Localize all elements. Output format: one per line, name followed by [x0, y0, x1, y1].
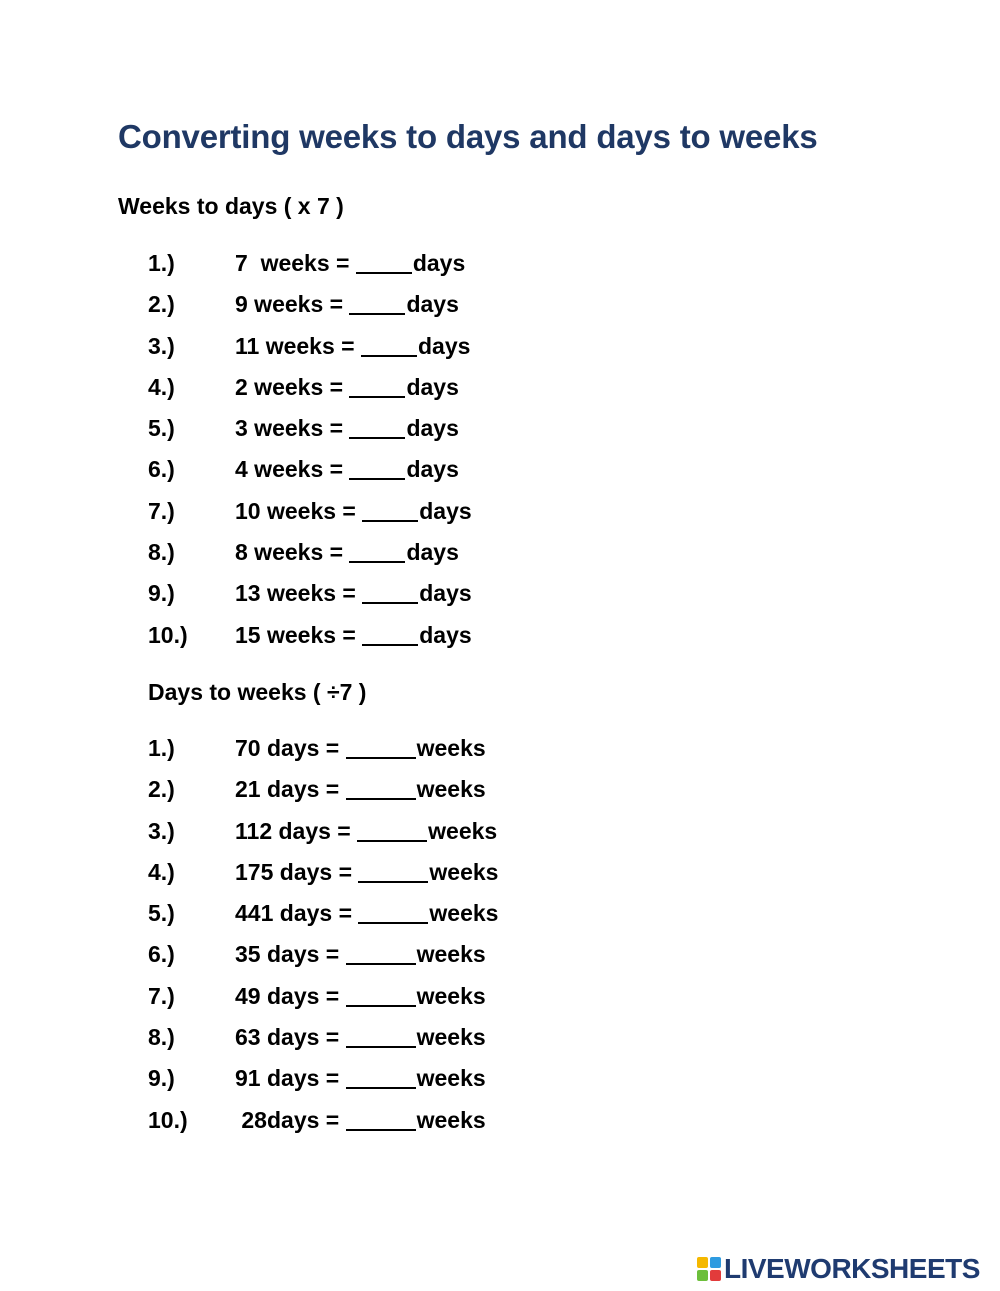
- answer-blank[interactable]: [362, 580, 418, 604]
- problem-expression: 7 weeks =: [235, 250, 356, 276]
- problem-number: 1.): [148, 250, 175, 276]
- answer-blank[interactable]: [349, 291, 405, 315]
- problem-row: [148, 250, 472, 291]
- problem-unit: days: [417, 332, 471, 359]
- answer-blank[interactable]: [346, 735, 416, 759]
- problem-expression: 3 weeks =: [235, 415, 350, 442]
- problem-unit: days: [419, 580, 472, 607]
- brand-name: LIVEWORKSHEETS: [724, 1253, 980, 1284]
- problem-expression: 8 weeks =: [235, 539, 350, 566]
- problem-expression: 112 days =: [235, 817, 358, 844]
- problem-row: [148, 580, 472, 621]
- problem-number: 10.): [148, 621, 188, 648]
- problem-row: [148, 374, 472, 415]
- problem-row: [148, 1065, 498, 1106]
- problem-unit: weeks: [416, 1024, 486, 1051]
- problem-row: [148, 735, 498, 776]
- problem-expression: 2 weeks =: [235, 373, 350, 400]
- problem-row: [148, 333, 472, 374]
- problem-expression: 49 days =: [235, 982, 346, 1009]
- answer-blank[interactable]: [358, 859, 428, 883]
- problem-expression: 4 weeks =: [235, 456, 350, 483]
- problem-unit: days: [406, 291, 459, 318]
- problem-row: [148, 983, 498, 1024]
- answer-blank[interactable]: [349, 374, 405, 398]
- problem-expression: 441 days =: [235, 900, 359, 927]
- problem-row: [148, 1107, 498, 1148]
- answer-blank[interactable]: [346, 1065, 416, 1089]
- problem-row: [148, 941, 498, 982]
- problem-row: [148, 622, 472, 663]
- problem-expression: 9 weeks =: [235, 291, 350, 318]
- problem-number: 7.): [148, 497, 175, 524]
- problem-unit: weeks: [416, 941, 486, 968]
- days-to-weeks-list: [148, 735, 498, 1148]
- answer-blank[interactable]: [346, 1024, 416, 1048]
- problem-unit: weeks: [416, 735, 486, 761]
- problem-number: 3.): [148, 332, 175, 359]
- problem-number: 2.): [148, 291, 175, 318]
- problem-unit: days: [406, 539, 459, 566]
- problem-number: 6.): [148, 941, 175, 968]
- problem-number: 8.): [148, 539, 175, 566]
- problem-expression: 35 days =: [235, 941, 346, 968]
- problem-expression: 28days =: [235, 1106, 346, 1133]
- answer-blank[interactable]: [362, 498, 418, 522]
- problem-row: [148, 1024, 498, 1065]
- problem-row: [148, 539, 472, 580]
- page-title: Converting weeks to days and days to weeks: [118, 118, 818, 155]
- answer-blank[interactable]: [346, 1107, 416, 1131]
- logo-square: [710, 1257, 721, 1268]
- answer-blank[interactable]: [346, 941, 416, 965]
- weeks-to-days-heading: Weeks to days ( x 7 ): [118, 193, 344, 219]
- problem-number: 9.): [148, 580, 175, 607]
- problem-number: 1.): [148, 735, 175, 761]
- problem-row: [148, 776, 498, 817]
- answer-blank[interactable]: [356, 250, 412, 274]
- problem-unit: days: [412, 250, 466, 276]
- problem-expression: 10 weeks =: [235, 497, 363, 524]
- problem-row: [148, 900, 498, 941]
- problem-expression: 175 days =: [235, 858, 359, 885]
- problem-unit: days: [419, 497, 472, 524]
- logo-square: [697, 1270, 708, 1281]
- problem-number: 10.): [148, 1106, 188, 1133]
- problem-row: [148, 498, 472, 539]
- problem-number: 4.): [148, 858, 175, 885]
- problem-unit: weeks: [416, 982, 486, 1009]
- days-to-weeks-heading: Days to weeks ( ÷7 ): [148, 679, 367, 705]
- liveworksheets-brand: [697, 1254, 980, 1284]
- problem-row: [148, 415, 472, 456]
- logo-square: [697, 1257, 708, 1268]
- problem-number: 2.): [148, 776, 175, 803]
- weeks-to-days-list: [148, 250, 472, 663]
- problem-number: 7.): [148, 982, 175, 1009]
- answer-blank[interactable]: [349, 456, 405, 480]
- answer-blank[interactable]: [361, 333, 417, 357]
- problem-expression: 91 days =: [235, 1065, 346, 1092]
- problem-expression: 13 weeks =: [235, 580, 363, 607]
- problem-unit: days: [406, 415, 459, 442]
- problem-expression: 11 weeks =: [235, 332, 361, 359]
- problem-number: 6.): [148, 456, 175, 483]
- logo-square: [710, 1270, 721, 1281]
- problem-unit: days: [419, 621, 472, 648]
- problem-number: 8.): [148, 1024, 175, 1051]
- liveworksheets-logo-icon: [697, 1257, 721, 1281]
- problem-unit: days: [406, 456, 459, 483]
- problem-unit: weeks: [416, 776, 486, 803]
- answer-blank[interactable]: [349, 539, 405, 563]
- answer-blank[interactable]: [346, 983, 416, 1007]
- answer-blank[interactable]: [349, 415, 405, 439]
- problem-number: 4.): [148, 373, 175, 400]
- problem-unit: days: [406, 373, 459, 400]
- problem-number: 5.): [148, 415, 175, 442]
- problem-number: 5.): [148, 900, 175, 927]
- problem-number: 3.): [148, 817, 175, 844]
- problem-unit: weeks: [416, 1065, 486, 1092]
- answer-blank[interactable]: [346, 776, 416, 800]
- answer-blank[interactable]: [357, 818, 427, 842]
- problem-row: [148, 818, 498, 859]
- problem-unit: weeks: [428, 817, 498, 844]
- problem-unit: weeks: [429, 900, 499, 927]
- answer-blank[interactable]: [362, 622, 418, 646]
- problem-expression: 21 days =: [235, 776, 346, 803]
- answer-blank[interactable]: [358, 900, 428, 924]
- problem-unit: weeks: [416, 1106, 486, 1133]
- problem-expression: 15 weeks =: [235, 621, 363, 648]
- problem-unit: weeks: [429, 858, 499, 885]
- problem-row: [148, 859, 498, 900]
- problem-row: [148, 291, 472, 332]
- problem-row: [148, 456, 472, 497]
- problem-expression: 70 days =: [235, 735, 346, 761]
- problem-number: 9.): [148, 1065, 175, 1092]
- problem-expression: 63 days =: [235, 1024, 346, 1051]
